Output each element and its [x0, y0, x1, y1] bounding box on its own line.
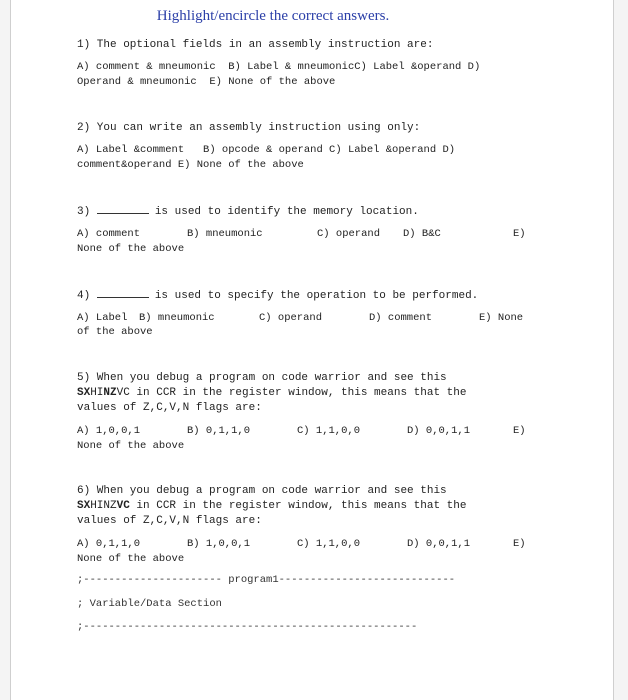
option-e-text: of the above [77, 326, 153, 338]
question-1-options-line1: A) comment & mneumonic B) Label & mneumonicC) Label &operand D) [77, 61, 481, 73]
code-section-label: ; Variable/Data Section [77, 598, 222, 610]
option-a: A) 1,0,0,1 [77, 425, 141, 437]
option-d: D) 0,0,1,1 [407, 538, 471, 550]
question-5-line2 [77, 386, 547, 401]
ccr-flags-bold: SX [77, 500, 91, 512]
option-c: C) operand [259, 312, 323, 324]
answer-blank [97, 288, 149, 298]
ccr-flags-bold: SX [77, 387, 91, 399]
option-e: E) [513, 425, 526, 437]
question-text: is used to identify the memory location. [154, 206, 419, 218]
option-b: B) mneumonic [139, 312, 215, 324]
option-a: A) comment [77, 228, 141, 240]
question-5-line1: 5) When you debug a program on code warrior and see this [77, 372, 447, 384]
option-e-text: None of the above [77, 243, 185, 255]
option-a: A) 0,1,1,0 [77, 538, 141, 550]
option-e-text: None of the above [77, 440, 185, 452]
question-1-options-line2: Operand & mneumonic E) None of the above [77, 76, 336, 88]
ccr-flags: VC [116, 387, 130, 399]
option-e: E) [513, 538, 526, 550]
ccr-flags-bold: VC [116, 500, 130, 512]
option-c: C) 1,1,0,0 [297, 425, 361, 437]
question-2-options-line2: comment&operand E) None of the above [77, 159, 304, 171]
question-text: is used to specify the operation to be performed. [154, 290, 479, 302]
question-2-stem: 2) You can write an assembly instruction using only: [77, 122, 421, 134]
ccr-flags: HINZ [90, 500, 117, 512]
question-5-line3: values of Z,C,V,N flags are: [77, 402, 262, 414]
option-e-text: None of the above [77, 553, 185, 565]
ccr-flags-bold: NZ [103, 387, 117, 399]
option-a: A) Label [77, 312, 128, 324]
question-text: in CCR in the register window, this means that the [129, 500, 467, 512]
question-text: in CCR in the register window, this means that the [129, 387, 467, 399]
option-e: E) [513, 228, 526, 240]
code-separator: ;---------------------- program1---------------------------- [77, 574, 456, 586]
option-d: D) comment [369, 312, 433, 324]
question-1-stem: 1) The optional fields in an assembly instruction are: [77, 39, 434, 51]
option-d: D) 0,0,1,1 [407, 425, 471, 437]
question-6-line3: values of Z,C,V,N flags are: [77, 515, 262, 527]
question-number: 4) [77, 290, 91, 302]
question-6-line2 [77, 499, 547, 514]
question-3-stem [77, 204, 547, 220]
option-b: B) 1,0,0,1 [187, 538, 251, 550]
option-e: E) None [479, 312, 524, 324]
option-b: B) mneumonic [187, 228, 263, 240]
option-c: C) operand [317, 228, 381, 240]
page-title: Highlight/encircle the correct answers. [156, 8, 390, 24]
question-6-line1: 6) When you debug a program on code warrior and see this [77, 485, 447, 497]
option-c: C) 1,1,0,0 [297, 538, 361, 550]
answer-blank [97, 204, 149, 214]
code-separator: ;----------------------------------------------------- [77, 621, 418, 633]
question-number: 3) [77, 206, 91, 218]
option-d: D) B&C [403, 228, 441, 240]
question-4-stem [77, 288, 547, 304]
document-page [10, 0, 614, 700]
ccr-flags: HI [90, 387, 104, 399]
question-2-options-line1: A) Label &comment B) opcode & operand C) Label &operand D) [77, 144, 456, 156]
option-b: B) 0,1,1,0 [187, 425, 251, 437]
